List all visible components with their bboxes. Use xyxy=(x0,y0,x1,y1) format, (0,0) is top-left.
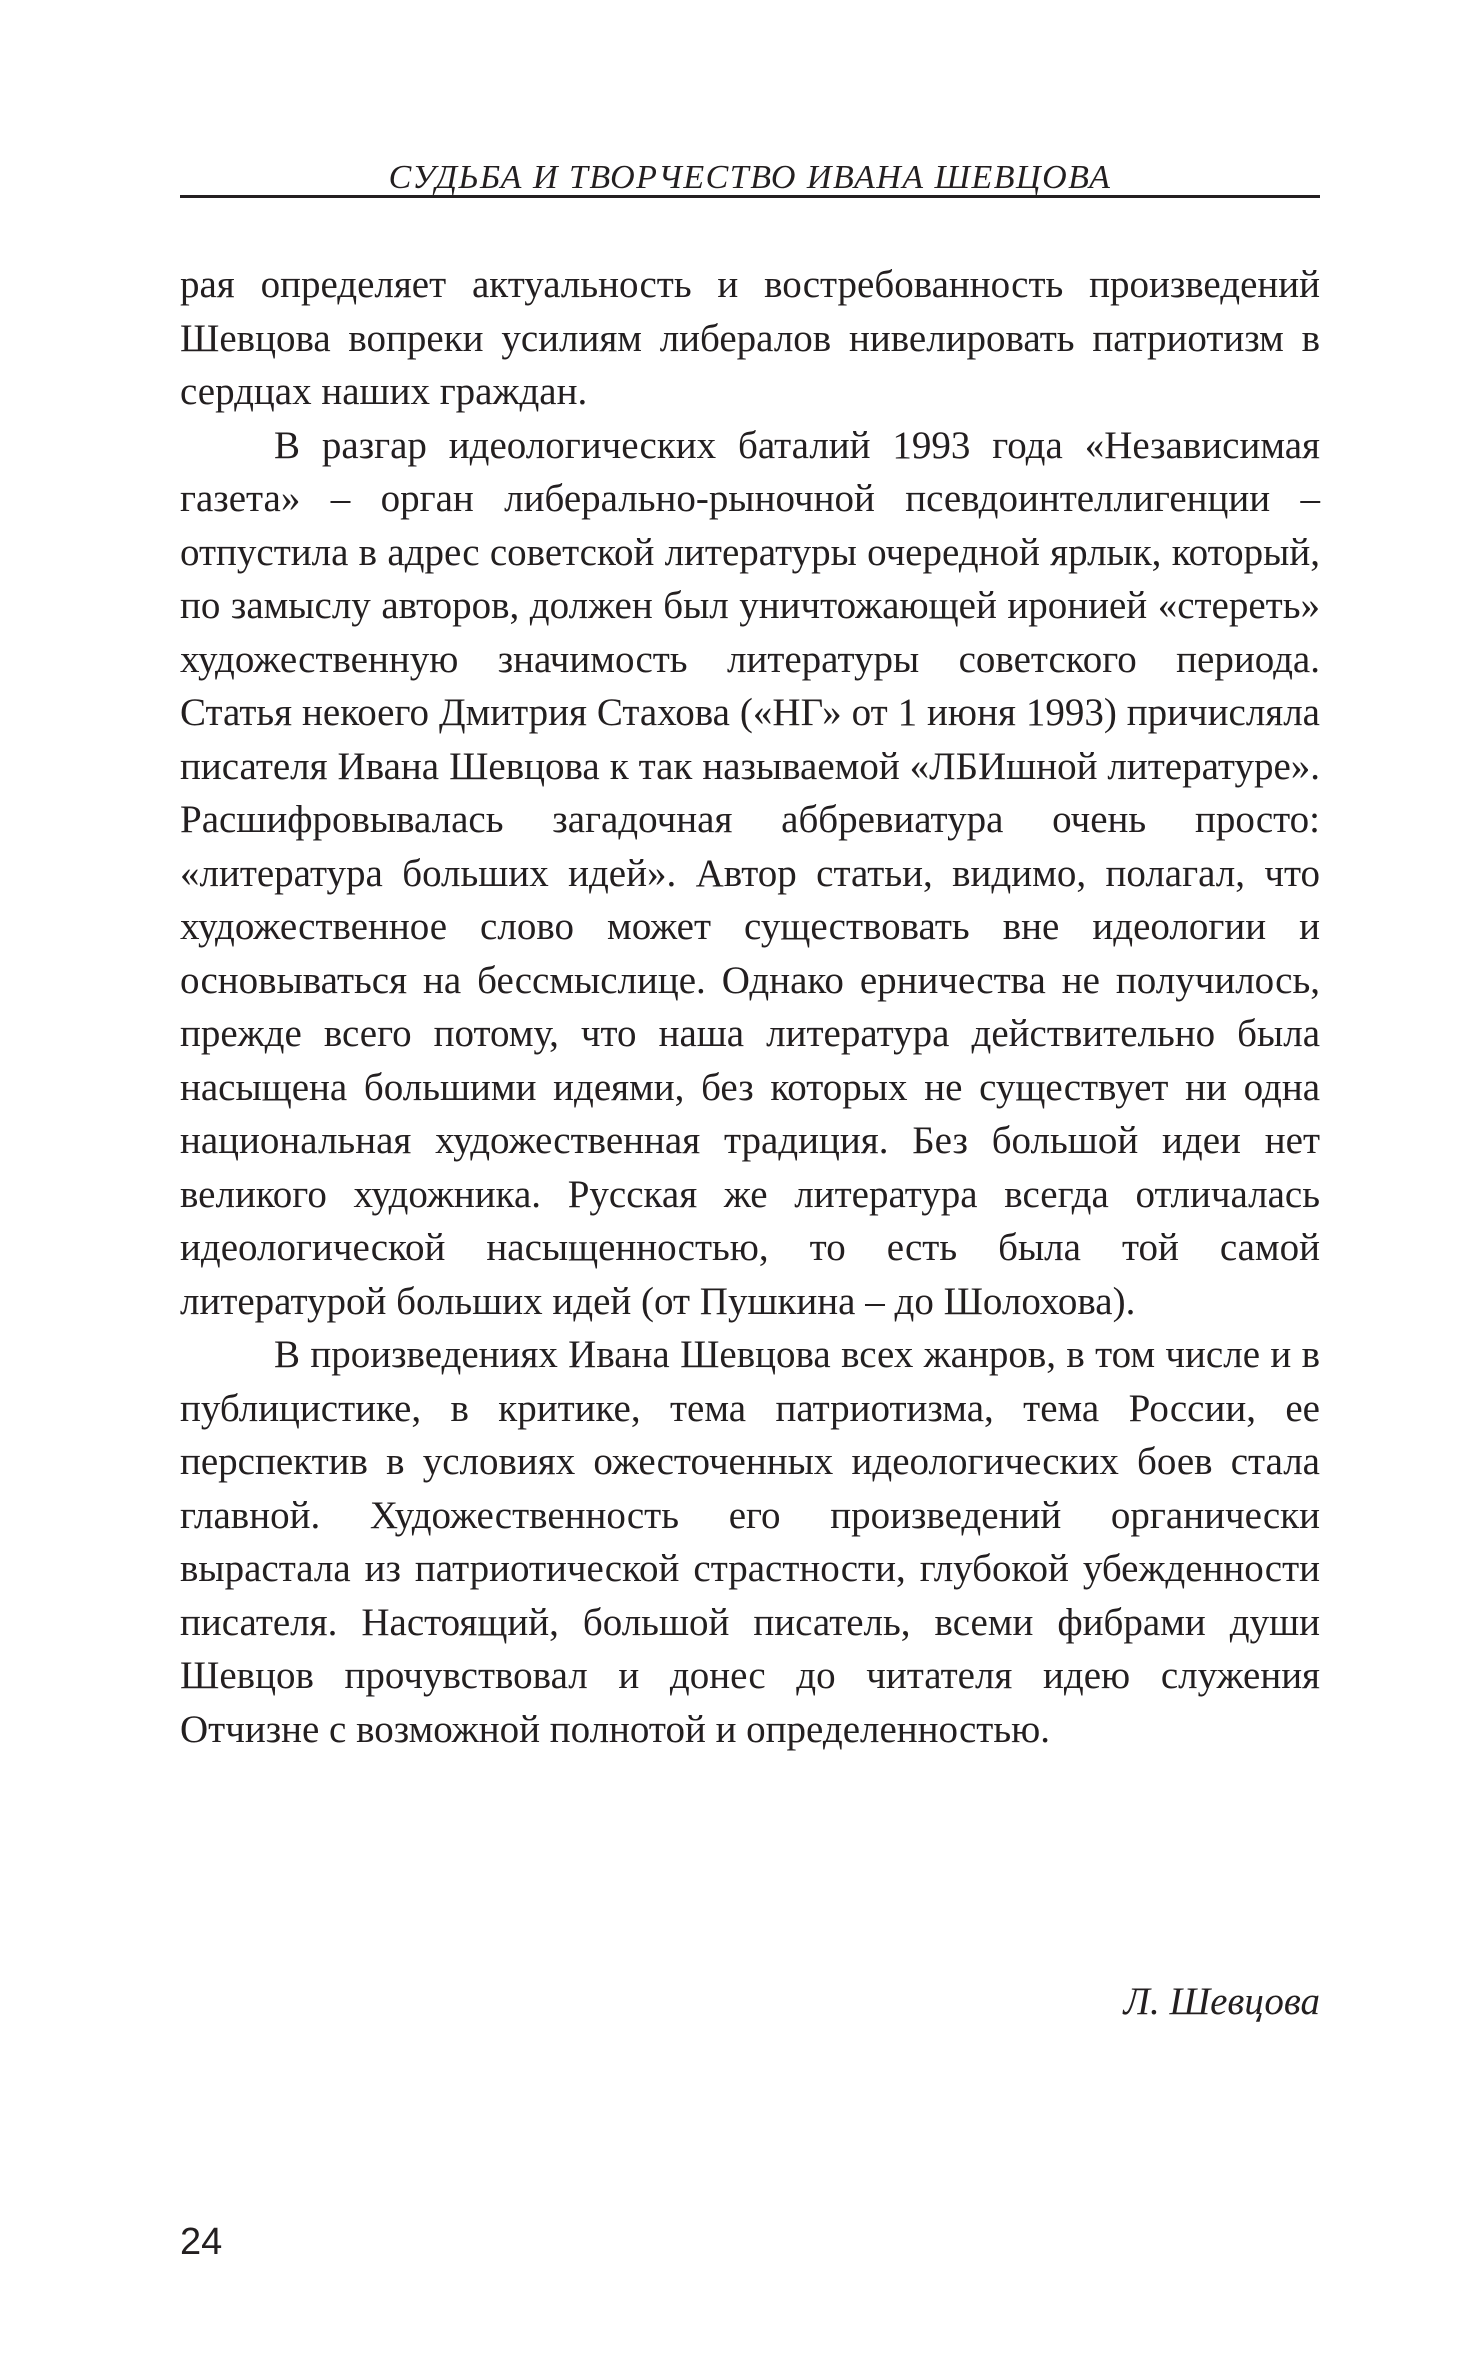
running-head-title: СУДЬБА И ТВОРЧЕСТВО ИВАНА ШЕВЦОВА xyxy=(388,159,1112,196)
author-signature: Л. Шевцова xyxy=(1123,1980,1320,2023)
article-body xyxy=(180,258,1320,1756)
header-rule xyxy=(180,195,1320,198)
paragraph-ideological-battles: В разгар идеологических баталий 1993 года «Независимая газета» – орган либерально-рыночной псевдоинтеллигенции – отпустила в адрес советской литературы очередной ярлык, который, по замыслу авторов, должен был уничтожающей иронией «стереть» художественную значимость литературы советского периода. Статья некоего Дмитрия Стахова («НГ» от 1 июня 1993) причисляла писателя Ивана Шевцова к так называемой «ЛБИшной литературе». Расшифровывалась загадочная аббревиатура очень просто: «литература больших идей». Автор статьи, видимо, полагал, что художественное слово может существовать вне идеологии и основываться на бессмыслице. Однако ерничества не получилось, прежде всего потому, что наша литература действительно была насыщена большими идеями, без которых не существует ни одна национальная художественная традиция. Без большой идеи нет великого художника. Русская же литература всегда отличалась идеологической насыщенностью, то есть была той самой литературой больших идей (от Пушкина – до Шолохова). xyxy=(180,423,1320,1323)
paragraph-continuation: рая определяет актуальность и востребованность произведений Шевцова вопреки усилиям либералов нивелировать патриотизм в сердцах наших граждан. xyxy=(180,263,1320,413)
page-number: 24 xyxy=(180,2221,223,2263)
paragraph-patriotism-theme: В произведениях Ивана Шевцова всех жанров, в том числе и в публицистике, в критике, тема патриотизма, тема России, ее перспектив в условиях ожесточенных идеологических боев стала главной. Художественность его произведений органически вырастала из патриотической страстности, глубокой убежденности писателя. Настоящий, большой писатель, всеми фибрами души Шевцов прочувствовал и донес до читателя идею служения Отчизне с возможной полнотой и определенностью. xyxy=(180,1333,1320,1751)
